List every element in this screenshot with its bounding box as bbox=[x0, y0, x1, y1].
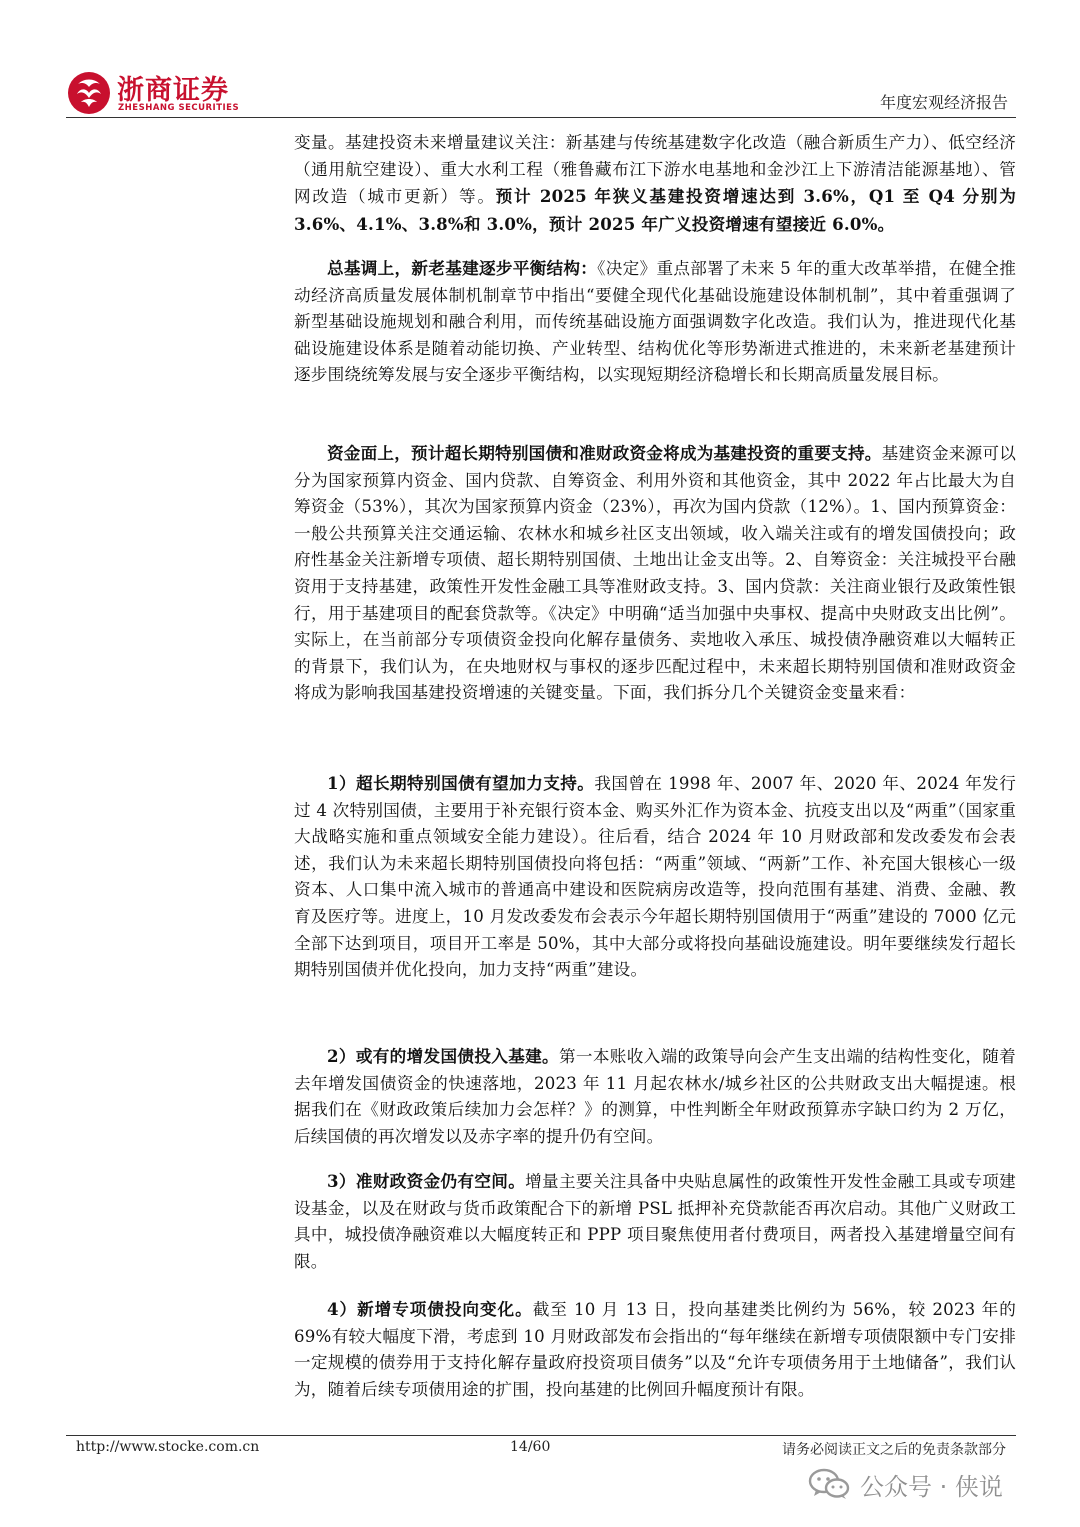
paragraph-infrastructure-outlook bbox=[294, 130, 1016, 238]
paragraph-heading: 2）或有的增发国债投入基建。 bbox=[327, 1046, 559, 1066]
paragraph-text: 增量主要关注具备中央贴息属性的政策性开发性金融工具或专项建设基金，以及在财政与货币政策配合下的新增 PSL 抵押补充贷款能否再次启动。其他广义财政工具中，城投债净融资难以大幅度转正和 PPP 项目聚焦使用者付费项目，两者投入基建增量空间有限。 bbox=[294, 1172, 1016, 1271]
report-type: 年度宏观经济报告 bbox=[879, 93, 1008, 112]
paragraph-special-purpose-bonds bbox=[294, 1296, 1016, 1403]
paragraph-heading: 1）超长期特别国债有望加力支持。 bbox=[327, 773, 595, 793]
paragraph-heading: 资金面上，预计超长期特别国债和准财政资金将成为基建投资的重要支持。 bbox=[327, 443, 882, 463]
watermark bbox=[808, 1462, 1003, 1506]
page-number: 14/60 bbox=[510, 1439, 551, 1455]
paragraph-text: 《决定》重点部署了未来 5 年的重大改革举措，在健全推动经济高质量发展体制机制章节中指出“要健全现代化基础设施建设体制机制”，其中着重强调了新型基础设施规划和融合利用，而传统基础设施方面强调数字化改造。我们认为，推进现代化基础设施建设体系是随着动能切换、产业转型、结构优化等形势渐进式推进的，未来新老基建预计逐步围绕统筹发展与安全逐步平衡结构，以实现短期经济稳增长和长期高质量发展目标。 bbox=[294, 259, 1016, 385]
zheshang-logo-icon bbox=[66, 70, 112, 116]
paragraph-text: 第一本账收入端的政策导向会产生支出端的结构性变化，随着去年增发国债资金的快速落地，2023 年 11 月起农林水/城乡社区的公共财政支出大幅提速。根据我们在《财政政策后续加力会怎样？》的测算，中性判断全年财政预算赤字缺口约为 2 万亿，后续国债的再次增发以及赤字率的提升仍有空间。 bbox=[294, 1047, 1016, 1146]
page-header bbox=[0, 0, 1080, 120]
paragraph-heading: 总基调上，新老基建逐步平衡结构： bbox=[327, 258, 598, 278]
paragraph-text: 截至 10 月 13 日，投向基建类比例约为 56%，较 2023 年的 69%有较大幅度下滑，考虑到 10 月财政部发布会指出的“每年继续在新增专项债限额中专门安排一定规模的债券用于支持化解存量政府投资项目债务”以及“允许专项债务用于土地储备”，我们认为，随着后续专项债用途的扩围，投向基建的比例回升幅度预计有限。 bbox=[294, 1300, 1017, 1399]
paragraph-special-bonds bbox=[294, 770, 1016, 984]
paragraph-heading: 4）新增专项债投向变化。 bbox=[327, 1299, 533, 1319]
paragraph-text: 我国曾在 1998 年、2007 年、2020 年、2024 年发行过 4 次特别国债，主要用于补充银行资本金、购买外汇作为资本金、抗疫支出以及“两重”（国家重大战略实施和重点领域安全能力建设）。往后看，结合 2024 年 10 月财政部和发改委发布会表述，我们认为未来超长期特别国债投向将包括：“两重”领域、“两新”工作、补充国大银核心一级资本、人口集中流入城市的普通高中建设和医院病房改造等，投向范围有基建、消费、金融、教育及医疗等。进度上，10 月发改委发布会表示今年超长期特别国债用于“两重”建设的 7000 亿元全部下达到项目，项目开工率是 50%，其中大部分或将投向基础设施建设。明年要继续发行超长期特别国债并优化投向，加力支持“两重”建设。 bbox=[294, 774, 1017, 980]
paragraph-additional-bonds bbox=[294, 1043, 1016, 1150]
brand-name-en: ZHESHANG SECURITIES bbox=[118, 103, 240, 113]
paragraph-funding bbox=[294, 440, 1016, 707]
footer-url[interactable]: http://www.stocke.com.cn bbox=[76, 1439, 260, 1455]
paragraph-quasi-fiscal bbox=[294, 1168, 1016, 1275]
paragraph-heading: 3）准财政资金仍有空间。 bbox=[327, 1171, 526, 1191]
brand-name: 浙商证券 bbox=[117, 75, 229, 106]
footer-disclaimer: 请务必阅读正文之后的免责条款部分 bbox=[782, 1442, 1006, 1458]
wechat-icon bbox=[808, 1467, 850, 1501]
footer-divider bbox=[66, 1435, 1016, 1436]
paragraph-text: 变量。基建投资未来增量建议关注：新基建与传统基建数字化改造（融合新质生产力）、低空经济（通用航空建设）、重大水利工程（雅鲁藏布江下游水电基地和金沙江上下游清洁能源基地）、管网改造（城市更新）等。 bbox=[294, 133, 1016, 207]
paragraph-text: 基建资金来源可以分为国家预算内资金、国内贷款、自筹资金、利用外资和其他资金，其中 2022 年占比最大为自筹资金（53%），其次为国家预算内资金（23%），再次为国内贷款（12%）。1、国内预算资金：一般公共预算关注交通运输、农林水和城乡社区支出领域，收入端关注或有的增发国债投向；政府性基金关注新增专项债、超长期特别国债、土地出让金支出等。2、自筹资金：关注城投平台融资用于支持基建，政策性开发性金融工具等准财政支持。3、国内贷款：关注商业银行及政策性银行，用于基建项目的配套贷款等。《决定》中明确“适当加强中央事权、提高中央财政支出比例”。实际上，在当前部分专项债资金投向化解存量债务、卖地收入承压、城投债净融资难以大幅转正的背景下，我们认为，在央地财权与事权的逐步匹配过程中，未来超长期特别国债和准财政资金将成为影响我国基建投资增速的关键变量。下面，我们拆分几个关键资金变量来看： bbox=[294, 444, 1016, 703]
header-divider bbox=[66, 117, 1016, 118]
watermark-text: 公众号 · 侠说 bbox=[860, 1472, 1003, 1501]
paragraph-highlight: 预计 2025 年狭义基建投资增速达到 3.6%，Q1 至 Q4 分别为 3.6%、4.1%、3.8%和 3.0%，预计 2025 年广义投资增速有望接近 6.0%。 bbox=[294, 186, 1016, 234]
paragraph-keynote bbox=[294, 255, 1016, 389]
